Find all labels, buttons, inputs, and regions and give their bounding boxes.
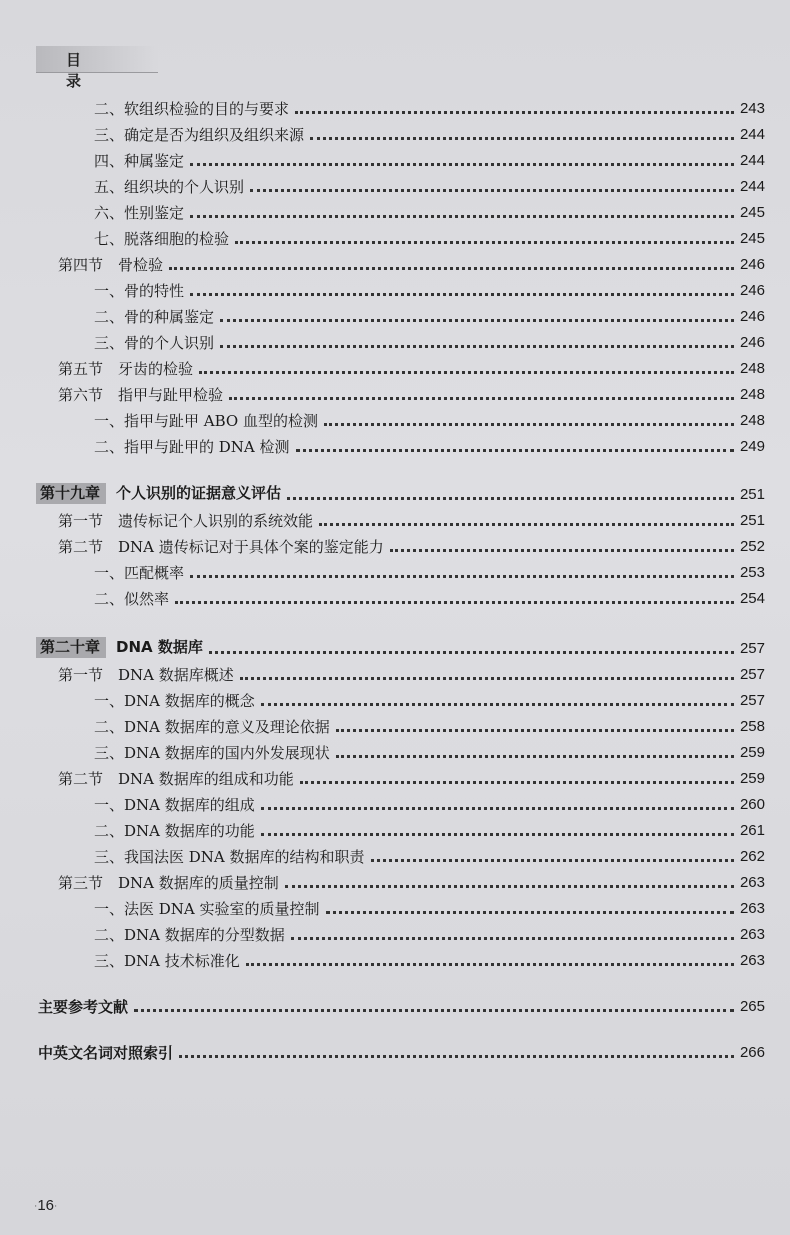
toc-entry-page: 246	[739, 282, 765, 299]
toc-entry-label: 二、DNA 数据库的分型数据	[94, 926, 285, 944]
dot-leader	[169, 267, 734, 270]
dot-leader	[296, 449, 734, 452]
toc-entry-page: 260	[739, 796, 765, 813]
toc-entry	[0, 866, 765, 892]
dot-leader	[261, 807, 734, 810]
toc-entry	[0, 118, 765, 144]
toc-entry	[0, 788, 765, 814]
toc-entry	[0, 684, 765, 710]
toc-entry-page: 254	[739, 590, 765, 607]
toc-entry	[0, 736, 765, 762]
toc-entry-page: 243	[739, 100, 765, 117]
toc-entry-page: 263	[739, 874, 765, 891]
dot-leader	[190, 293, 734, 296]
toc-entry	[0, 892, 765, 918]
toc-entry-page: 248	[739, 360, 765, 377]
toc-entry-page: 246	[739, 308, 765, 325]
toc-entry-label: 第二节 DNA 遗传标记对于具体个案的鉴定能力	[58, 538, 384, 556]
toc-entry-page: 245	[739, 230, 765, 247]
toc-entry-page: 259	[739, 744, 765, 761]
dot-leader	[287, 497, 734, 500]
toc-entry-label: 三、我国法医 DNA 数据库的结构和职责	[94, 848, 365, 866]
toc-entry-page: 244	[739, 152, 765, 169]
toc-entry-page: 263	[739, 900, 765, 917]
toc-entry-page: 257	[739, 640, 765, 657]
toc-entry-page: 252	[739, 538, 765, 555]
toc-entry	[0, 658, 765, 684]
toc-entry-page: 246	[739, 334, 765, 351]
toc-entry-label: 第二节 DNA 数据库的组成和功能	[58, 770, 294, 788]
dot-leader	[310, 137, 734, 140]
toc-entry-label: 二、DNA 数据库的功能	[94, 822, 255, 840]
toc-entry-page: 245	[739, 204, 765, 221]
toc-entry-label	[36, 637, 203, 658]
toc-entry-page: 263	[739, 926, 765, 943]
toc-entry-label: 二、似然率	[94, 590, 170, 608]
toc-entry-page: 253	[739, 564, 765, 581]
toc-entry-page: 257	[739, 692, 765, 709]
toc-entry-label: 一、DNA 数据库的概念	[94, 692, 255, 710]
toc-entry	[0, 352, 765, 378]
toc-entry	[0, 404, 765, 430]
toc-entry-label: 五、组织块的个人识别	[94, 178, 245, 196]
toc-entry-label: 一、匹配概率	[94, 564, 185, 582]
toc-entry-label: 主要参考文献	[38, 998, 129, 1016]
toc-entry-label: 二、软组织检验的目的与要求	[94, 100, 290, 118]
toc-entry-page: 257	[739, 666, 765, 683]
dot-leader	[295, 111, 734, 114]
toc-entry-page: 248	[739, 412, 765, 429]
header-title: 目 录	[66, 51, 106, 90]
toc-entry	[0, 582, 765, 608]
toc-entry-label: 三、骨的个人识别	[94, 334, 215, 352]
toc-entry-label	[36, 483, 281, 504]
toc-entry-label: 七、脱落细胞的检验	[94, 230, 230, 248]
chapter-title: DNA 数据库	[116, 638, 203, 656]
toc-entry-label: 三、DNA 技术标准化	[94, 952, 240, 970]
dot-leader	[336, 729, 734, 732]
toc-entry	[0, 556, 765, 582]
toc-entry	[0, 814, 765, 840]
toc-entry-page: 249	[739, 438, 765, 455]
toc-entry-label: 一、DNA 数据库的组成	[94, 796, 255, 814]
toc-entry-page: 266	[739, 1044, 765, 1061]
toc-entry-label: 第五节 牙齿的检验	[58, 360, 194, 378]
toc-entry-label: 第三节 DNA 数据库的质量控制	[58, 874, 279, 892]
toc-entry	[0, 1036, 765, 1062]
toc-entry-label: 六、性别鉴定	[94, 204, 185, 222]
toc-entry	[0, 378, 765, 404]
toc-entry-label: 第六节 指甲与趾甲检验	[58, 386, 224, 404]
toc-entry-label: 第四节 骨检验	[58, 256, 164, 274]
dot-leader	[199, 371, 734, 374]
toc-entry	[0, 300, 765, 326]
toc-entry-page: 251	[739, 486, 765, 503]
toc-entry-label: 一、指甲与趾甲 ABO 血型的检测	[94, 412, 318, 430]
toc-entry-page: 244	[739, 126, 765, 143]
dot-leader	[261, 703, 734, 706]
chapter-number: 第十九章	[36, 483, 106, 504]
dot-leader	[220, 345, 734, 348]
toc-entry	[0, 530, 765, 556]
toc-entry-label: 四、种属鉴定	[94, 152, 185, 170]
dot-leader	[235, 241, 734, 244]
toc-entry-label: 三、DNA 数据库的国内外发展现状	[94, 744, 330, 762]
toc-entry	[0, 430, 765, 456]
toc-entry	[0, 274, 765, 300]
dot-leader	[324, 423, 734, 426]
toc-entry	[0, 710, 765, 736]
dot-leader	[190, 215, 734, 218]
toc-entry-label: 一、骨的特性	[94, 282, 185, 300]
toc-entry	[0, 170, 765, 196]
page-number: 16	[37, 1197, 55, 1214]
toc-entry	[0, 248, 765, 274]
toc-entry-page: 246	[739, 256, 765, 273]
chapter-title: 个人识别的证据意义评估	[116, 484, 282, 502]
toc-entry-label: 中英文名词对照索引	[38, 1044, 174, 1062]
toc-entry-label: 二、指甲与趾甲的 DNA 检测	[94, 438, 290, 456]
toc-entry	[0, 944, 765, 970]
toc-entry-label: 一、法医 DNA 实验室的质量控制	[94, 900, 320, 918]
toc-entry-label: 二、DNA 数据库的意义及理论依据	[94, 718, 330, 736]
dot-leader	[190, 575, 734, 578]
toc-entry	[0, 478, 765, 504]
dot-leader	[261, 833, 734, 836]
toc-entry-label: 三、确定是否为组织及组织来源	[94, 126, 305, 144]
toc-entry-page: 265	[739, 998, 765, 1015]
toc-entry	[0, 990, 765, 1016]
dot-leader	[371, 859, 734, 862]
toc-entry-label: 第一节 遗传标记个人识别的系统效能	[58, 512, 314, 530]
dot-leader	[175, 601, 734, 604]
toc-entry	[0, 196, 765, 222]
dot-leader	[291, 937, 734, 940]
toc-entry	[0, 326, 765, 352]
dot-leader	[246, 963, 734, 966]
dot-leader	[319, 523, 734, 526]
dot-leader	[285, 885, 734, 888]
toc-entry	[0, 840, 765, 866]
dot-leader	[250, 189, 734, 192]
bullet-left-icon: ·	[34, 1200, 38, 1212]
dot-leader	[336, 755, 734, 758]
toc-entry	[0, 504, 765, 530]
toc-entry	[0, 144, 765, 170]
toc-entry-page: 259	[739, 770, 765, 787]
toc-entry-page: 263	[739, 952, 765, 969]
toc-entry-page: 248	[739, 386, 765, 403]
toc-entry-page: 261	[739, 822, 765, 839]
dot-leader	[326, 911, 734, 914]
toc-entry	[0, 92, 765, 118]
dot-leader	[300, 781, 734, 784]
dot-leader	[179, 1055, 734, 1058]
dot-leader	[240, 677, 734, 680]
dot-leader	[209, 651, 734, 654]
toc-entry	[0, 918, 765, 944]
toc-entry	[0, 762, 765, 788]
toc-entry-page: 251	[739, 512, 765, 529]
chapter-number: 第二十章	[36, 637, 106, 658]
toc-entry-label: 二、骨的种属鉴定	[94, 308, 215, 326]
page-footer	[34, 1197, 57, 1214]
dot-leader	[390, 549, 734, 552]
dot-leader	[229, 397, 734, 400]
dot-leader	[220, 319, 734, 322]
toc-entry-page: 244	[739, 178, 765, 195]
toc-entry	[0, 222, 765, 248]
bullet-right-icon: ·	[54, 1200, 58, 1212]
dot-leader	[134, 1009, 734, 1012]
dot-leader	[190, 163, 734, 166]
toc-entry-label: 第一节 DNA 数据库概述	[58, 666, 234, 684]
toc-entry-page: 262	[739, 848, 765, 865]
toc-entry	[0, 632, 765, 658]
toc-entry-page: 258	[739, 718, 765, 735]
